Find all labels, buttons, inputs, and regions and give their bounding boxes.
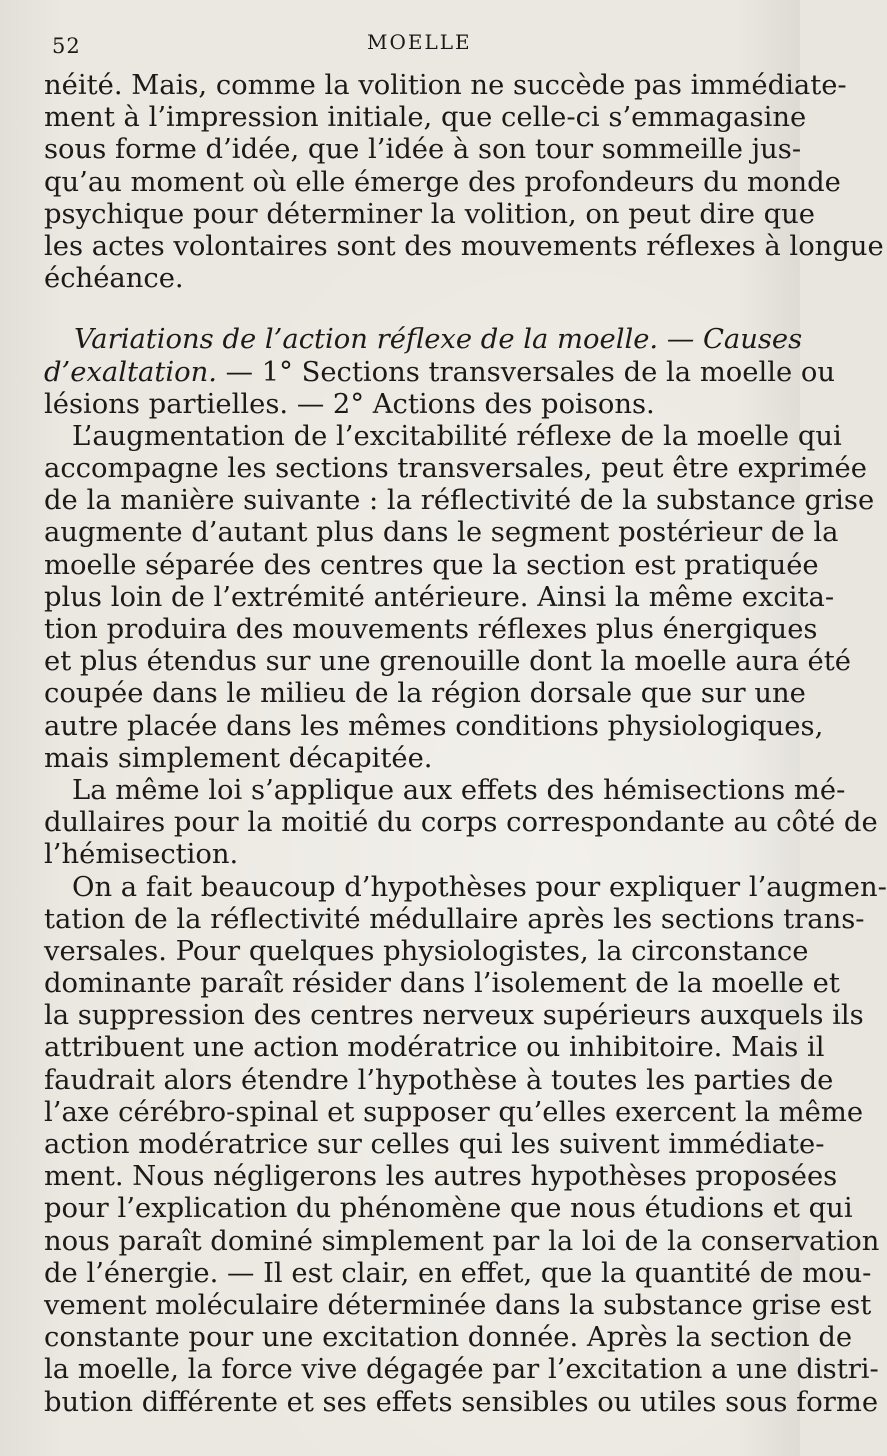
- text-line: dominante paraît résider dans l’isolement de la moelle et: [44, 968, 840, 1000]
- text-line: pour l’explication du phénomène que nous étudions et qui: [44, 1193, 853, 1225]
- text-line: On a fait beaucoup d’hypothèses pour expliquer l’augmen-: [72, 871, 887, 903]
- page-number: 52: [52, 34, 81, 58]
- text-line: tation de la réflectivité médullaire après les sections trans-: [44, 903, 865, 935]
- text-line: qu’au moment où elle émerge des profondeurs du monde: [44, 166, 841, 198]
- section-heading: [44, 324, 836, 421]
- text-line: ment à l’impression initiale, que celle-ci s’emmagasine: [44, 102, 807, 134]
- text-line: l’hémisection.: [44, 839, 239, 871]
- text-line: augmente d’autant plus dans le segment postérieur de la: [44, 517, 839, 549]
- text-line: bution différente et ses effets sensibles ou utiles sous forme: [44, 1386, 879, 1418]
- heading-line: Variations de l’action réflexe de la moelle. — Causes: [74, 324, 803, 356]
- text-line: de l’énergie. — Il est clair, en effet, que la quantité de mou-: [44, 1257, 872, 1289]
- text-line: l’axe cérébro-spinal et supposer qu’elles exercent la même: [44, 1096, 864, 1128]
- text-line: La même loi s’applique aux effets des hémisections mé-: [72, 774, 846, 806]
- text-line: autre placée dans les mêmes conditions physiologiques,: [44, 710, 824, 742]
- text-line: psychique pour déterminer la volition, on peut dire que: [44, 198, 816, 230]
- text-line: ment. Nous négligerons les autres hypothèses proposées: [44, 1161, 838, 1193]
- paragraph-continuation: [44, 70, 884, 295]
- paragraph: [44, 774, 878, 872]
- heading-line: lésions partielles. — 2° Actions des poisons.: [44, 388, 655, 420]
- text-line: coupée dans le milieu de la région dorsale que sur une: [44, 678, 806, 710]
- text-line: plus loin de l’extrémité antérieure. Ainsi la même excita-: [44, 581, 835, 613]
- text-line: L’augmentation de l’excitabilité réflexe de la moelle qui: [72, 420, 842, 452]
- text-line: constante pour une excitation donnée. Après la section de: [44, 1322, 853, 1354]
- text-line: nous paraît dominé simplement par la loi de la conservation: [44, 1225, 880, 1257]
- text-line: de la manière suivante : la réflectivité de la substance grise: [44, 485, 875, 517]
- text-line: tion produira des mouvements réflexes plus énergiques: [44, 614, 818, 645]
- text-line: les actes volontaires sont des mouvements réflexes à longue: [44, 230, 884, 262]
- text-line: action modératrice sur celles qui les suivent immédiate-: [44, 1129, 825, 1160]
- text-line: attribuent une action modératrice ou inhibitoire. Mais il: [44, 1032, 825, 1064]
- text-line: vement moléculaire déterminée dans la substance grise est: [44, 1289, 872, 1321]
- text-line: néité. Mais, comme la volition ne succède pas immédiate-: [44, 70, 847, 101]
- text-line: la moelle, la force vive dégagée par l’excitation a une distri-: [44, 1354, 879, 1386]
- page-header: [52, 28, 760, 64]
- section-gap: [44, 295, 766, 324]
- text-line: versales. Pour quelques physiologistes, la circonstance: [44, 935, 809, 967]
- paragraph: [44, 871, 887, 1419]
- text-line: dullaires pour la moitié du corps correspondante au côté de: [44, 807, 878, 839]
- text-line: moelle séparée des centres que la section est pratiquée: [44, 549, 819, 581]
- text-line: et plus étendus sur une grenouille dont la moelle aura été: [44, 646, 851, 678]
- text-line: sous forme d’idée, que l’idée à son tour sommeille jus-: [44, 134, 802, 166]
- heading-line: [44, 356, 836, 389]
- text-line: la suppression des centres nerveux supérieurs auxquels ils: [44, 1000, 864, 1032]
- text-line: accompagne les sections transversales, peut être exprimée: [44, 453, 867, 485]
- body-text: [44, 70, 887, 1419]
- text-line: mais simplement décapitée.: [44, 742, 433, 774]
- running-head: MOELLE: [367, 30, 472, 54]
- text-line: faudrait alors étendre l’hypothèse à toutes les parties de: [44, 1064, 834, 1096]
- heading-italic-text: d’exaltation.: [44, 356, 217, 388]
- paragraph: [44, 420, 875, 775]
- text-line: échéance.: [44, 263, 184, 295]
- heading-text: — 1° Sections transversales de la moelle ou: [216, 356, 836, 388]
